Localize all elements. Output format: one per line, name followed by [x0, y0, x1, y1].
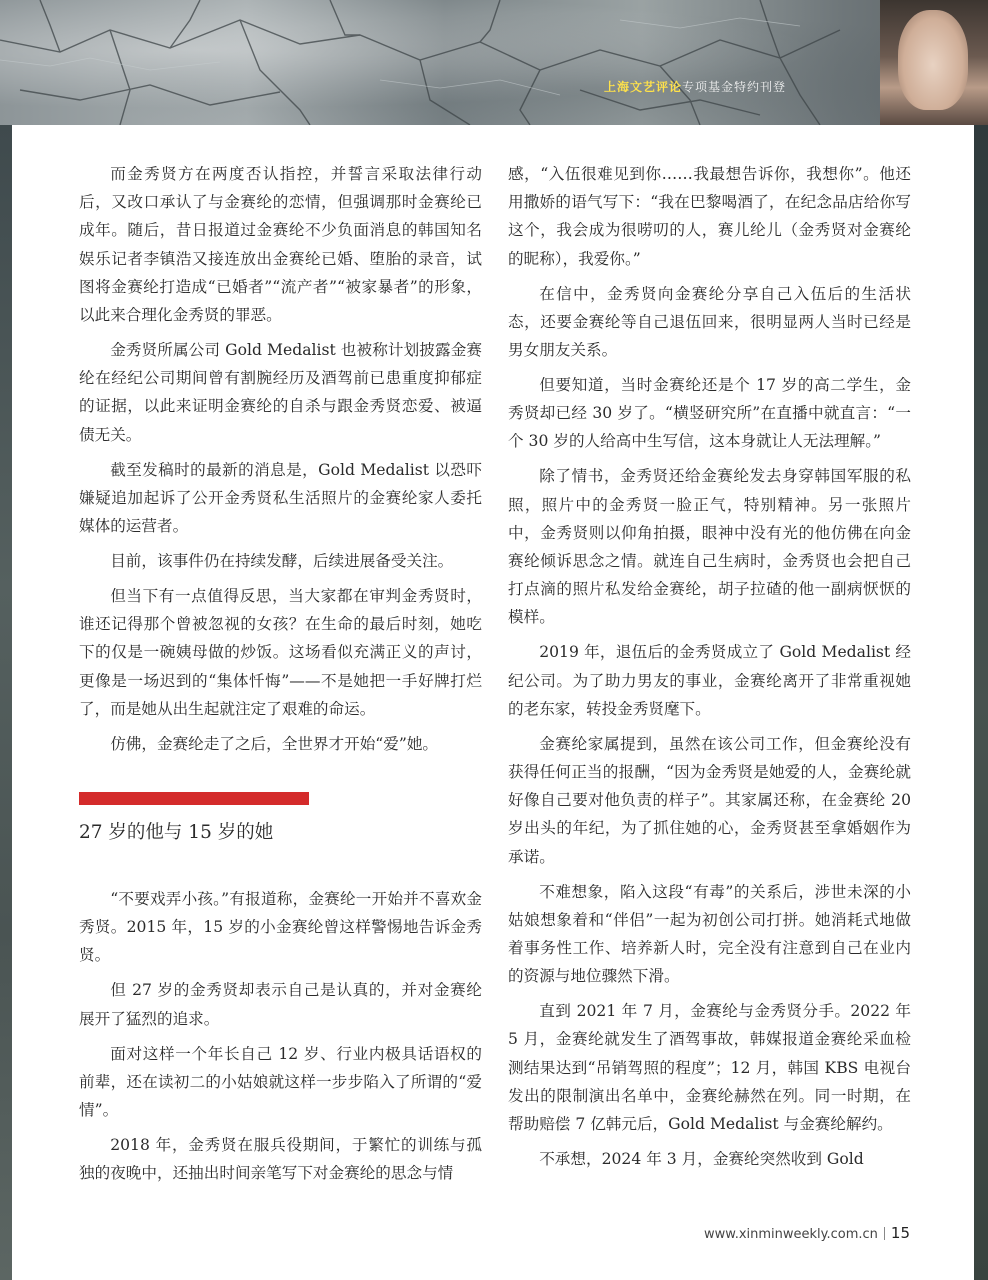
paragraph: 金赛纶家属提到，虽然在该公司工作，但金赛纶没有获得任何正当的报酬，“因为金秀贤是她爱的人，金赛纶就好像自己要对他负责的样子”。其家属还称，在金赛纶 20 岁出头的年纪，为了抓住她的心，金秀贤甚至拿婚姻作为承诺。 — [508, 734, 911, 866]
paragraph: 直到 2021 年 7 月，金赛纶与金秀贤分手。2022 年 5 月，金赛纶就发生了酒驾事故，韩媒报道金赛纶采血检测结果达到“吊销驾照的程度”；12 月，韩国 KBS 电视台发出的限制演出名单中，金赛纶赫然在列。同一时期，在帮助赔偿 7 亿韩元后，Gold Medalist 与金赛纶解约。 — [508, 1002, 911, 1134]
paragraph: 但要知道，当时金赛纶还是个 17 岁的高二学生，金秀贤却已经 30 岁了。“横竖研究所”在直播中就直言：“一个 30 岁的人给高中生写信，这本身就让人无法理解。” — [508, 376, 911, 451]
paragraph: “不要戏弄小孩。”有报道称，金赛纶一开始并不喜欢金秀贤。2015 年，15 岁的小金赛纶曾这样警惕地告诉金秀贤。 — [79, 890, 482, 965]
paragraph: 仿佛，金赛纶走了之后，全世界才开始“爱”她。 — [110, 734, 439, 753]
section-divider-bar — [79, 792, 309, 805]
right-column — [508, 160, 911, 1180]
paragraph-continued: 感，“入伍很难见到你……我最想告诉你，我想你”。他还用撒娇的语气写下：“我在巴黎喝酒了，在纪念品店给你写这个，我会成为很唠叨的人，赛儿纶儿（金秀贤对金赛纶的昵称），我爱你。” — [508, 165, 911, 268]
sponsor-text: 专项基金特约刊登 — [682, 80, 787, 94]
page-number: 15 — [890, 1224, 910, 1242]
section-title: 27 岁的他与 15 岁的她 — [79, 822, 274, 844]
portrait-image — [880, 0, 988, 125]
left-edge-image — [0, 125, 12, 1280]
paragraph: 截至发稿时的最新的消息是，Gold Medalist 以恐吓嫌疑追加起诉了公开金秀贤私生活照片的金赛纶家人委托媒体的运营者。 — [79, 460, 482, 536]
paragraph: 不难想象，陷入这段“有毒”的关系后，涉世未深的小姑娘想象着和“伴侣”一起为初创公司打拼。她消耗式地做着事务性工作、培养新人时，完全没有注意到自己在业内的资源与地位骤然下滑。 — [508, 882, 911, 986]
footer-separator — [884, 1227, 885, 1240]
paragraph: 目前，该事件仍在持续发酵，后续进展备受关注。 — [110, 552, 454, 571]
paragraph: 不承想，2024 年 3 月，金赛纶突然收到 Gold — [539, 1150, 864, 1169]
sponsor-brand: 上海文艺评论 — [604, 80, 683, 94]
header-banner-image — [0, 0, 988, 125]
paragraph: 金秀贤所属公司 Gold Medalist 也被称计划披露金赛纶在经纪公司期间曾有割腕经历及酒驾前已患重度抑郁症的证据，以此来证明金赛纶的自杀与跟金秀贤恋爱、被逼债无关。 — [79, 341, 482, 444]
left-column — [79, 160, 482, 1194]
paragraph: 而金秀贤方在两度否认指控，并誓言采取法律行动后，又改口承认了与金赛纶的恋情，但强调那时金赛纶已成年。随后，昔日报道过金赛纶不少负面消息的韩国知名娱乐记者李镇浩又接连放出金赛纶已婚、堕胎的录音，试图将金赛纶打造成“已婚者”“流产者”“被家暴者”的形象，以此来合理化金秀贤的罪恶。 — [79, 165, 482, 325]
paragraph: 但当下有一点值得反思，当大家都在审判金秀贤时，谁还记得那个曾被忽视的女孩？在生命的最后时刻，她吃下的仅是一碗姨母做的炒饭。这场看似充满正义的声讨，更像是一场迟到的“集体忏悔”——不是她把一手好牌打烂了，而是她从出生起就注定了艰难的命运。 — [79, 587, 482, 718]
right-edge-image — [974, 125, 988, 1280]
paragraph: 但 27 岁的金秀贤却表示自己是认真的，并对金赛纶展开了猛烈的追求。 — [79, 981, 482, 1028]
paragraph: 面对这样一个年长自己 12 岁、行业内极具话语权的前辈，还在读初二的小姑娘就这样一步步陷入了所谓的“爱情”。 — [79, 1044, 482, 1120]
paragraph: 2019 年，退伍后的金秀贤成立了 Gold Medalist 经纪公司。为了助力男友的事业，金赛纶离开了非常重视她的老东家，转投金秀贤麾下。 — [508, 643, 911, 718]
page-footer — [704, 1224, 910, 1242]
paragraph: 除了情书，金秀贤还给金赛纶发去身穿韩国军服的私照，照片中的金秀贤一脸正气，特别精神。另一张照片中，金秀贤则以仰角拍摄，眼神中没有光的他仿佛在向金赛纶倾诉思念之情。就连自己生病时，金秀贤也会把自己打点滴的照片私发给金赛纶，胡子拉碴的他一副病恹恹的模样。 — [508, 467, 911, 627]
paragraph: 在信中，金秀贤向金赛纶分享自己入伍后的生活状态，还要金赛纶等自己退伍回来，很明显两人当时已经是男女朋友关系。 — [508, 284, 911, 360]
sponsor-caption — [604, 78, 786, 95]
crack-texture — [0, 0, 988, 125]
portrait-face — [898, 10, 968, 110]
website-url: www.xinminweekly.com.cn — [703, 1227, 878, 1242]
paragraph: 2018 年，金秀贤在服兵役期间，于繁忙的训练与孤独的夜晚中，还抽出时间亲笔写下对金赛纶的思念与情 — [79, 1136, 482, 1183]
